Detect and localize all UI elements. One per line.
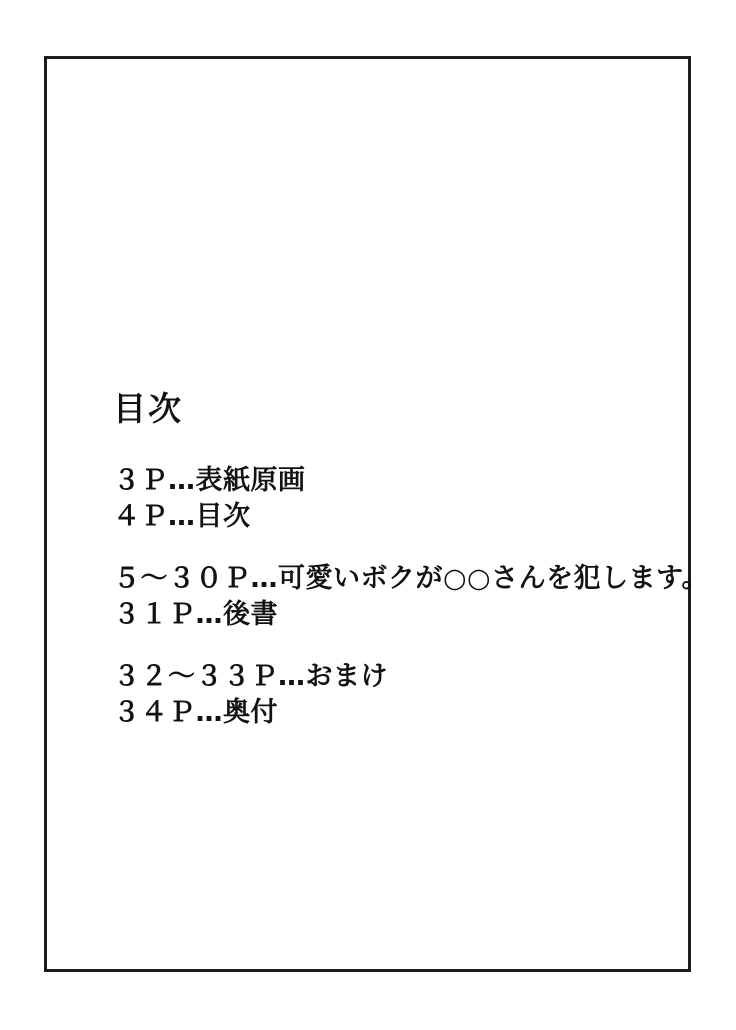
toc-line-contents: ４Ｐ…目次 xyxy=(113,501,251,532)
toc-line-omake: ３２〜３３Ｐ…おまけ xyxy=(113,661,388,692)
toc-line-colophon: ３４Ｐ…奥付 xyxy=(113,697,278,728)
toc-line-main-story: ５〜３０Ｐ…可愛いボクが○○さんを犯します。 xyxy=(113,563,709,594)
page-border-frame xyxy=(44,56,709,972)
toc-group-2 xyxy=(113,561,733,633)
toc-line-afterword: ３１Ｐ…後書 xyxy=(113,599,278,630)
toc-group-3 xyxy=(113,659,733,731)
toc-heading: 目次 xyxy=(113,389,183,428)
toc-group-1 xyxy=(113,463,733,535)
toc-line-cover-art: ３Ｐ…表紙原画 xyxy=(113,465,306,496)
toc-content xyxy=(113,389,733,731)
